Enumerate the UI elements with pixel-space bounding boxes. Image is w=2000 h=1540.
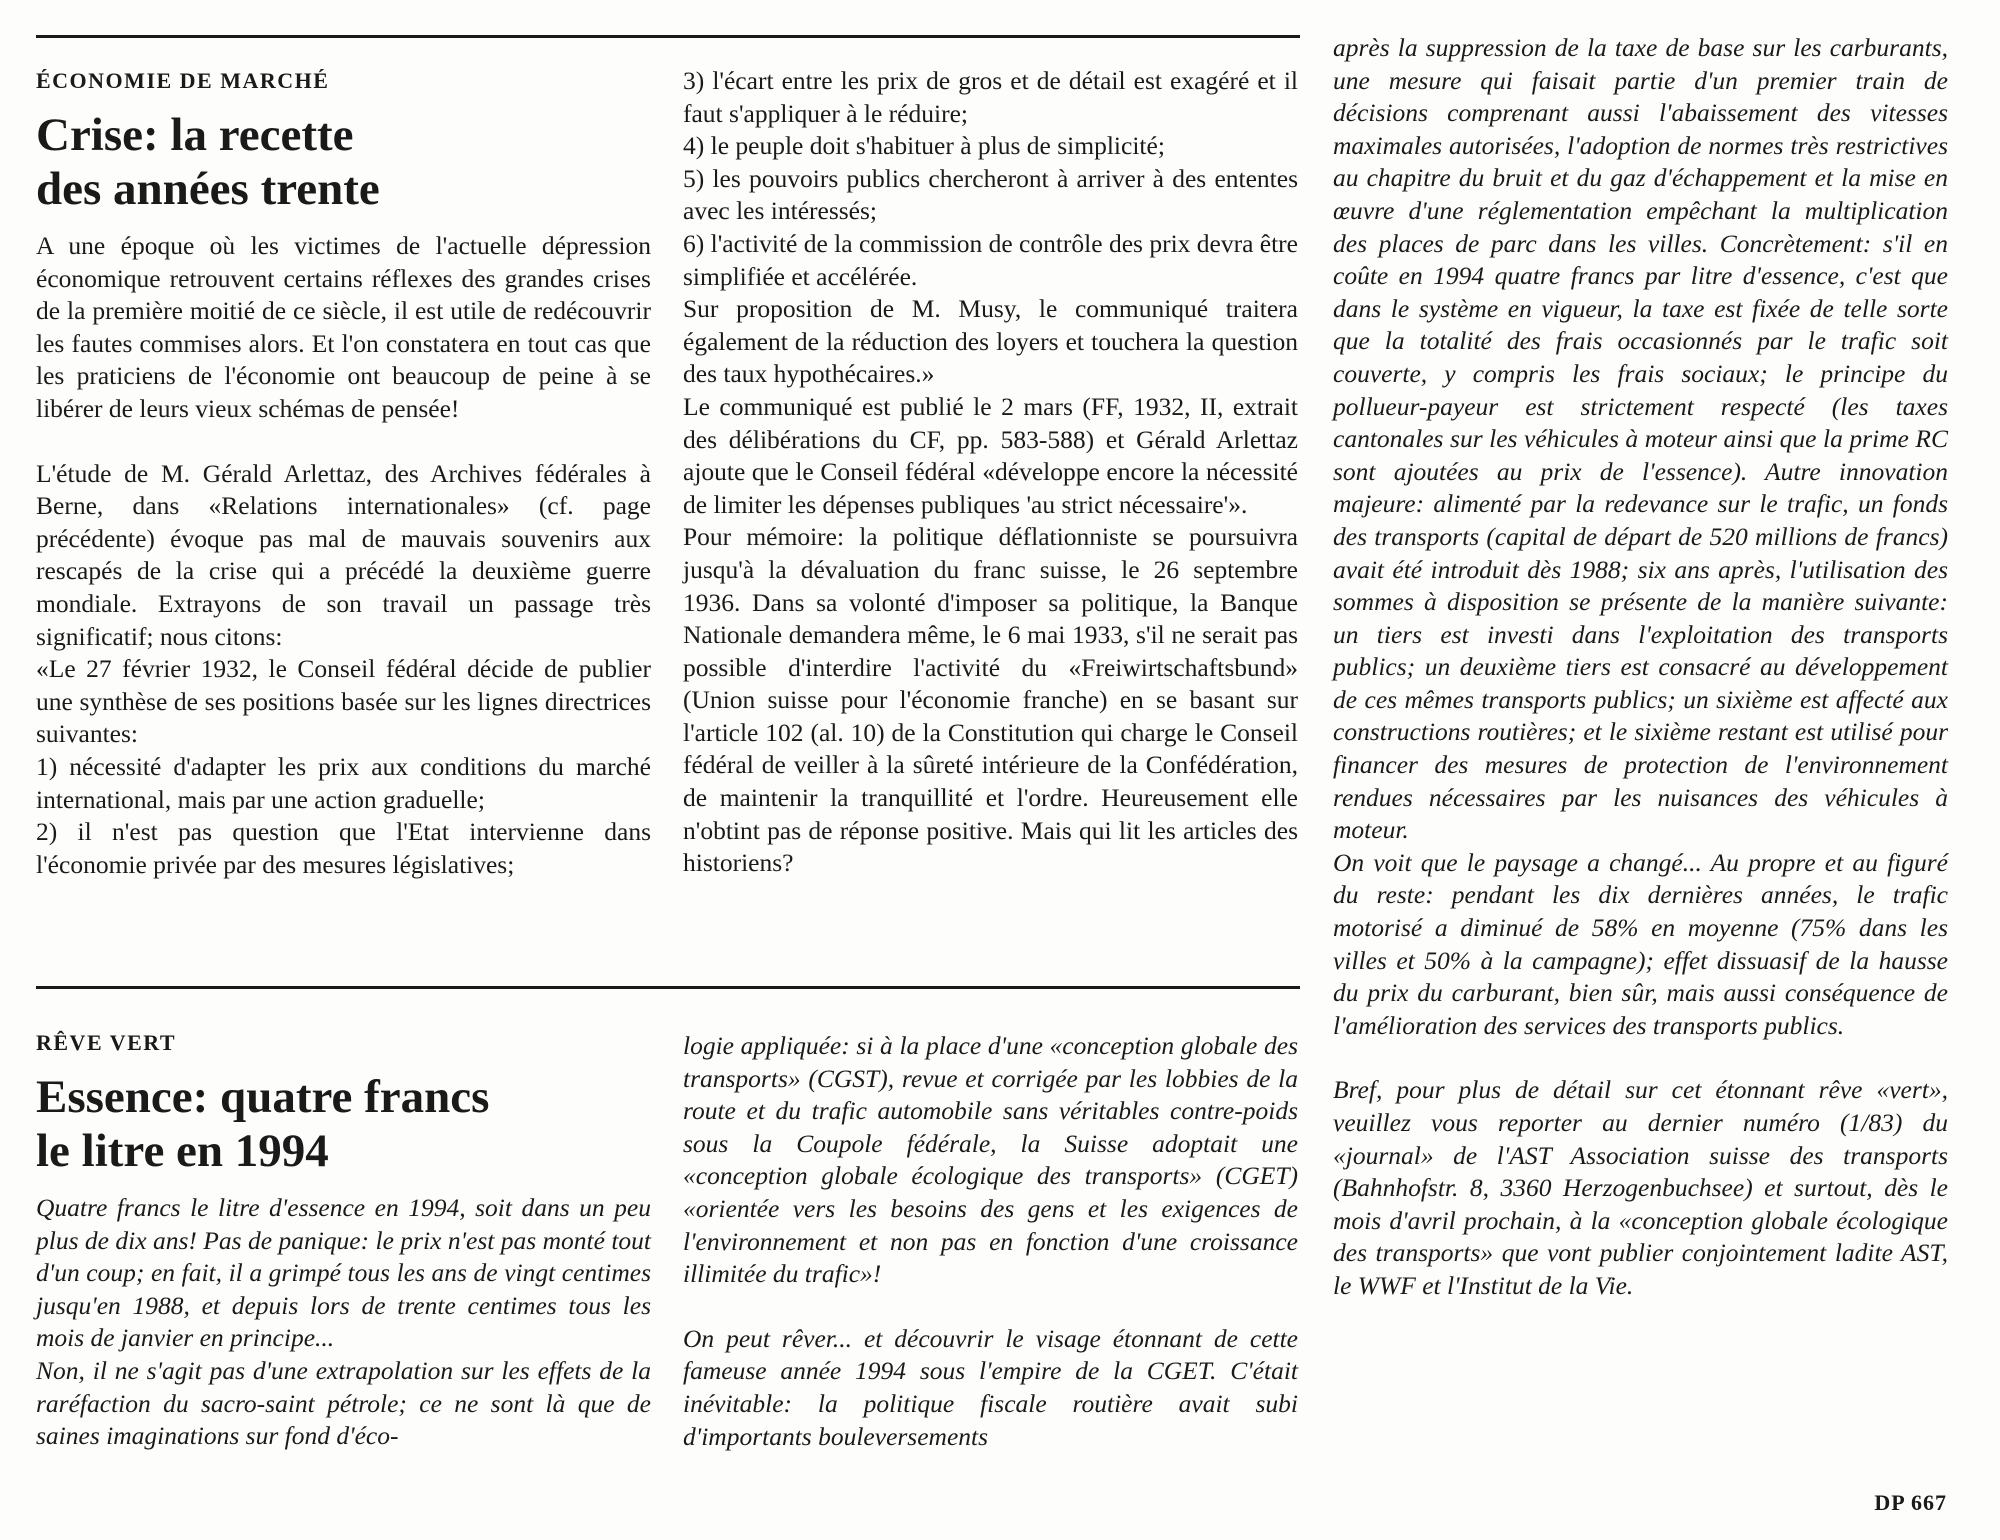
article1-list-item: 2) il n'est pas question que l'Etat intervienne dans l'économie privée par des mesures législatives;	[36, 817, 651, 879]
article1-list-item: 1) nécessité d'adapter les prix aux conditions du marché international, mais par une action graduelle;	[36, 751, 651, 814]
article1-paragraph: Pour mémoire: la politique déflationniste se poursuivra jusqu'à la dévaluation du franc suisse, le 26 septembre 1936. Dans sa volonté d'imposer sa politique, la Banque Nationale demandera même, le 6 mai 1933, s'il ne serait pas possible d'interdire l'activité du «Freiwirtschaftsbund» (Union suisse pour l'économie franche) en se basant sur l'article 102 (al. 10) de la Constitution qui charge le Conseil fédéral de veiller à la sûreté intérieure de la Confédération, de maintenir la tranquillité et l'ordre. Heureusement elle n'obtint pas de réponse positive. Mais qui lit les articles des historiens?	[683, 522, 1298, 878]
article1-headline-line2: des années trente	[36, 163, 380, 215]
article1-list-item: 4) le peuple doit s'habituer à plus de simplicité;	[683, 131, 1165, 161]
article2-column-1	[36, 1030, 651, 1453]
article1-column-2	[683, 65, 1298, 880]
article2-paragraph: Quatre francs le litre d'essence en 1994, soit dans un peu plus de dix ans! Pas de panique: le prix n'est pas monté tout d'un coup; en fait, il a grimpé tous les ans de vingt centimes jusqu'en 1988, et depuis lors de trente centimes tous les mois de janvier en principe...	[36, 1193, 651, 1353]
article2-paragraph: On voit que le paysage a changé... Au propre et au figuré du reste: pendant les dix dernières années, le trafic motorisé a diminué de 58% en moyenne (75% dans les villes et 50% à la campagne); effet dissuasif de la hausse du prix du carburant, bien sûr, mais aussi conséquence de l'amélioration des services des transports publics.	[1333, 847, 1948, 1040]
article2-paragraph: Bref, pour plus de détail sur cet étonnant rêve «vert», veuillez vous reporter au dernier numéro (1/83) du «journal» de l'AST Association suisse des transports (Bahnhofstr. 8, 3360 Herzogenbuchsee) et surtout, dès le mois d'avril prochain, à la «conception globale écologique des transports» que vont publier conjointement ladite AST, le WWF et l'Institut de la Vie.	[1333, 1075, 1948, 1300]
article2-paragraph: On peut rêver... et découvrir le visage étonnant de cette fameuse année 1994 sous l'empire de la CGET. C'était inévitable: la politique fiscale routière avait subi d'importants bouleversements	[683, 1323, 1298, 1451]
article1-column-1	[36, 68, 651, 881]
article2-column-2	[683, 1030, 1298, 1453]
article1-list-item: 6) l'activité de la commission de contrôle des prix devra être simplifiée et accélérée.	[683, 228, 1298, 291]
article1-paragraph: Sur proposition de M. Musy, le communiqué traitera également de la réduction des loyers et touchera la question des taux hypothécaires.»	[683, 294, 1298, 389]
article1-kicker: ÉCONOMIE DE MARCHÉ	[36, 68, 330, 93]
article1-paragraph: Le communiqué est publié le 2 mars (FF, 1932, II, extrait des délibérations du CF, pp. 583-588) et Gérald Arlettaz ajoute que le Conseil fédéral «développe encore la nécessité de limiter les dépenses publiques 'au strict nécessaire'».	[683, 391, 1298, 519]
article1-paragraph: A une époque où les victimes de l'actuelle dépression économique retrouvent certains réflexes des grandes crises de la première moitié de ce siècle, il est utile de redécouvrir les fautes commises alors. Et l'on constatera en tout cas que les praticiens de l'économie ont beaucoup de peine à se libérer de leurs vieux schémas de pensée!	[36, 231, 651, 423]
page-folio: DP 667	[1874, 1490, 1947, 1515]
article2-headline-line1: Essence: quatre francs	[36, 1071, 490, 1123]
article2-paragraph: Non, il ne s'agit pas d'une extrapolation sur les effets de la raréfaction du sacro-saint pétrole; ce ne sont là que de saines imaginations sur fond d'éco-	[36, 1355, 651, 1451]
article1-headline-line1: Crise: la recette	[36, 109, 354, 161]
middle-rule	[36, 986, 1300, 989]
article2-headline-line2: le litre en 1994	[36, 1125, 329, 1177]
article1-paragraph: L'étude de M. Gérald Arlettaz, des Archives fédérales à Berne, dans «Relations internationales» (cf. page précédente) évoque pas mal de mauvais souvenirs aux rescapés de la crise qui a précédé la deuxième guerre mondiale. Extrayons de son travail un passage très significatif; nous citons:	[36, 458, 651, 651]
article2-column-3	[1333, 32, 1948, 1303]
article1-list-item: 3) l'écart entre les prix de gros et de détail est exagéré et il faut s'appliquer à le réduire;	[683, 66, 1298, 128]
article2-paragraph: après la suppression de la taxe de base sur les carburants, une mesure qui faisait partie d'un premier train de décisions comprenant aussi l'abaissement des vitesses maximales autorisées, l'adoption de normes très restrictives au chapitre du bruit et du gaz d'échappement et la mise en œuvre d'une réglementation empêchant la multiplication des places de parc dans les villes. Concrètement: s'il en coûte en 1994 quatre francs par litre d'essence, c'est que dans le système en vigueur, la taxe est fixée de telle sorte que la totalité des frais occasionnés par le trafic soit couverte, y compris les frais sociaux; le principe du pollueur-payeur est strictement respecté (les taxes cantonales sur les véhicules à moteur ainsi que la prime RC sont ajoutées au prix de l'essence). Autre innovation majeure: alimenté par la redevance sur le trafic, un fonds des transports (capital de départ de 520 millions de francs) avait été introduit dès 1988; six ans après, l'utilisation des sommes à disposition se présente de la manière suivante: un tiers est investi dans l'exploitation des transports publics; un deuxième tiers est consacré au développement de ces mêmes transports publics; un sixième est affecté aux constructions routières; et le sixième restant est utilisé pour financer des mesures de protection de l'environnement rendues nécessaires par les nuisances des véhicules à moteur.	[1333, 33, 1948, 845]
article1-paragraph: «Le 27 février 1932, le Conseil fédéral décide de publier une synthèse de ses positions basée sur les lignes directrices suivantes:	[36, 654, 651, 749]
top-rule	[36, 35, 1300, 38]
article2-kicker: RÊVE VERT	[36, 1030, 177, 1055]
article2-headline	[36, 1070, 651, 1178]
article2-paragraph: logie appliquée: si à la place d'une «conception globale des transports» (CGST), revue et corrigée par les lobbies de la route et du trafic automobile sans véritables contre-poids sous la Coupole fédérale, la Suisse adoptait une «conception globale écologique des transports» (CGET) «orientée vers les besoins des gens et les exigences de l'environnement et non pas en fonction d'une croissance illimitée du trafic»!	[683, 1031, 1298, 1289]
article1-headline	[36, 108, 651, 216]
article1-list-item: 5) les pouvoirs publics chercheront à arriver à des ententes avec les intéressés;	[683, 163, 1298, 226]
